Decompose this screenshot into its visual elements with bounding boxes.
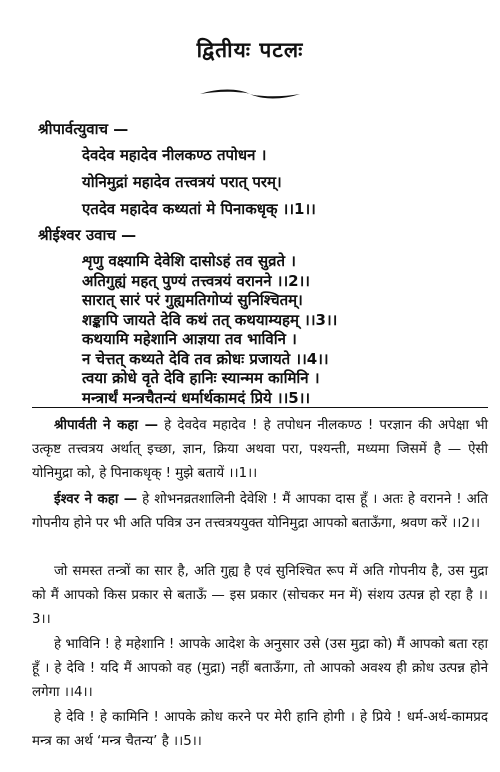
translation-speaker: श्रीपार्वती ने कहा — xyxy=(54,418,158,433)
verse-line: शृणु वक्ष्यामि देवेशि दासोऽहं तव सुव्रते । xyxy=(82,252,296,270)
verse-line: योनिमुद्रां महादेव तत्त्वत्रयं परात् परम्। xyxy=(82,173,282,191)
translation-paragraph xyxy=(32,633,488,705)
verse-line: एतदेव महादेव कथ्यतां मे पिनाकधृक् ।।1।। xyxy=(82,200,316,218)
chapter-title: द्वितीयः पटलः xyxy=(196,38,304,62)
translation-text: जो समस्त तन्त्रों का सार है, अति गुह्य है एवं सुनिश्चित रूप में अति गोपनीय है, उस मुद्रा को मैं आपको किस प्रकार से बताऊँ — इस प्रकार (सोचकर मन में) संशय उत्पन्न हो रहा है ।।3।। xyxy=(32,564,488,627)
verse-line: न चेत्तत् कथ्यते देवि तव क्रोधः प्रजायते ।।4।। xyxy=(82,349,329,368)
verse-line: देवदेव महादेव नीलकण्ठ तपोधन । xyxy=(82,146,267,164)
translation-paragraph xyxy=(32,488,488,536)
verse-line: मन्त्रार्थं मन्त्रचैतन्यं धर्मार्थकामदं प्रिये ।।5।। xyxy=(82,388,311,407)
translation-text: हे शोभनव्रतशालिनी देवेशि ! मैं आपका दास हूँ । अतः हे वरानने ! अति गोपनीय होने पर भी अति पवित्र उन तत्त्वत्रययुक्त योनिमुद्रा आपको बताऊँगा, श्रवण करें ।।2।। xyxy=(32,492,488,531)
translation-paragraph xyxy=(32,414,488,486)
verse-line: शङ्कापि जायते देवि कथं तत् कथयाम्यहम् ।।3।। xyxy=(82,310,338,329)
translation-paragraph xyxy=(32,560,488,632)
verse-line: त्वया क्रोधे वृते देवि हानिः स्यान्मम कामिनि । xyxy=(82,369,320,387)
speaker-ishvara: श्रीईश्वर उवाच — xyxy=(38,226,137,244)
translation-text: हे देवि ! हे कामिनि ! आपके क्रोध करने पर मेरी हानि होगी । हे प्रिये ! धर्म-अर्थ-कामप्रद मन्त्र का अर्थ ‘मन्त्र चैतन्य’ है ।।5।। xyxy=(32,710,488,749)
translation-text: हे देवदेव महादेव ! हे तपोधन नीलकण्ठ ! परज्ञान की अपेक्षा भी उत्कृष्ट तत्त्वत्रय अर्थात् इच्छा, ज्ञान, क्रिया अथवा परा, पश्यन्ती, मध्यमा जिसमें है — ऐसी योनिमुद्रा को, हे पिनाकधृक् ! मुझे बतायें ।।1।। xyxy=(32,418,488,481)
translation-paragraph xyxy=(32,706,488,754)
verse-line: कथयामि महेशानि आज्ञया तव भाविनि । xyxy=(82,330,297,348)
verse-line: अतिगुह्यं महत् पुण्यं तत्त्वत्रयं वरानने ।।2।। xyxy=(82,271,310,290)
translation-speaker: ईश्वर ने कहा — xyxy=(54,492,138,507)
translation-text: हे भाविनि ! हे महेशानि ! आपके आदेश के अनुसार उसे (उस मुद्रा को) मैं आपको बता रहा हूँ । हे देवि ! यदि मैं आपको वह (मुद्रा) नहीं बताऊँगा, तो आपको अवश्य ही क्रोध उत्पन्न होने लगेगा ।।4।। xyxy=(32,637,488,700)
speaker-parvati: श्रीपार्वत्युवाच — xyxy=(38,120,129,138)
ornament-divider-icon xyxy=(198,86,302,102)
verse-line: सारात् सारं परं गुह्यमतिगोप्यं सुनिश्चितम्। xyxy=(82,291,303,309)
